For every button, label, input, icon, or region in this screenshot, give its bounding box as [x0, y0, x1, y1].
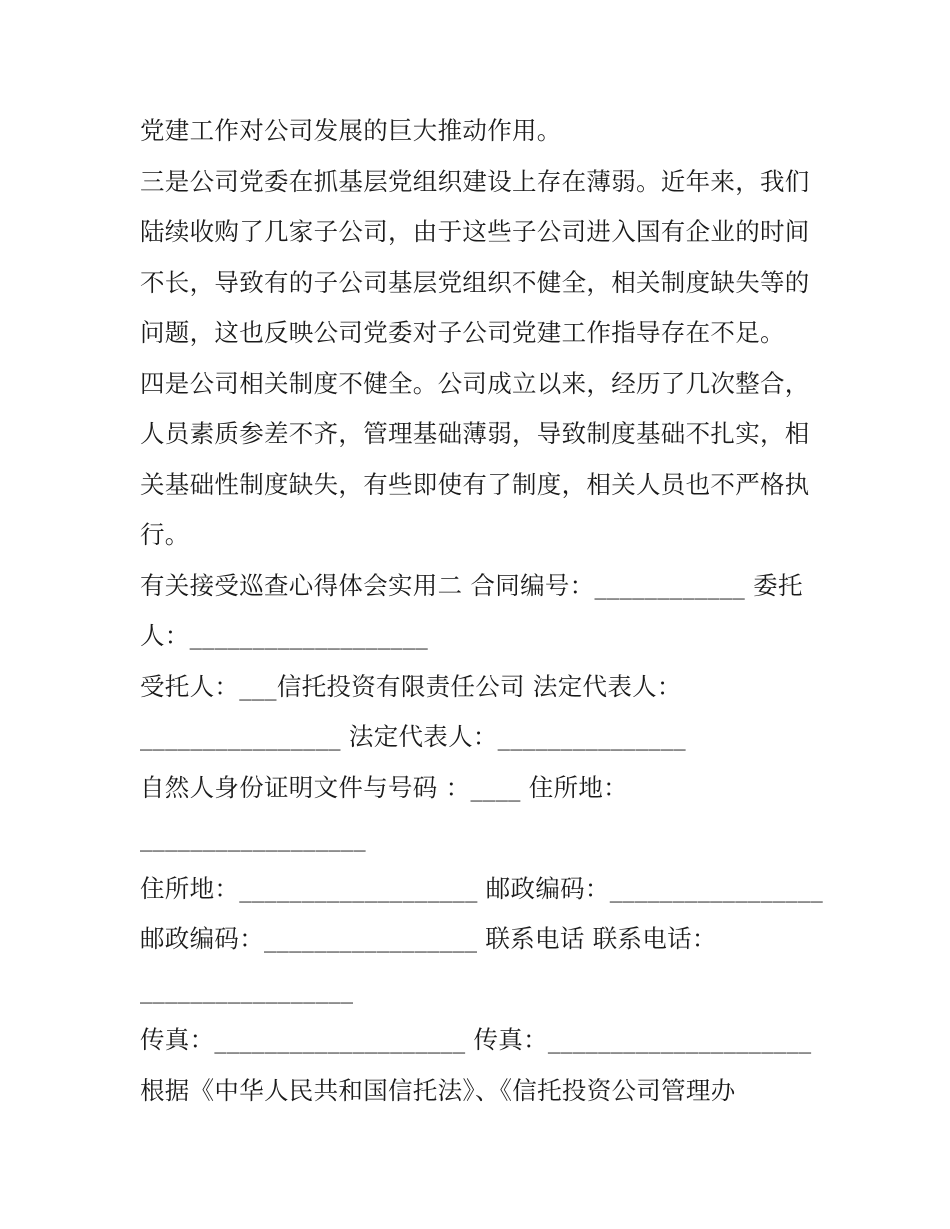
- postcode-phone-line: 邮政编码：_________________ 联系电话 联系电话：: [140, 924, 717, 953]
- contract-heading-line: 有关接受巡查心得体会实用二 合同编号：____________ 委托: [140, 570, 803, 600]
- address-blank-line: __________________: [140, 823, 366, 852]
- address-postcode-line: 住所地：___________________ 邮政编码：_________________: [140, 873, 824, 903]
- text-line: 党建工作对公司发展的巨大推动作用。: [140, 116, 562, 145]
- trustee-field-line: 受托人：___信托投资有限责任公司 法定代表人：: [140, 671, 682, 701]
- document-body: [140, 106, 824, 1116]
- phone-blank-line: _________________: [140, 974, 354, 1004]
- text-line: 三是公司党委在抓基层党组织建设上存在薄弱。近年来，我们: [140, 166, 810, 196]
- text-line: 关基础性制度缺失，有些即使有了制度，相关人员也不严格执: [140, 469, 810, 499]
- principal-field-line: 人：___________________: [140, 621, 429, 650]
- text-line: 四是公司相关制度不健全。公司成立以来，经历了几次整合，: [140, 368, 810, 398]
- text-line: 行。: [140, 520, 190, 549]
- id-document-line: 自然人身份证明文件与号码 ：____ 住所地：: [140, 772, 628, 802]
- text-line: 根据《中华人民共和国信托法》、《信托投资公司管理办: [140, 1075, 736, 1105]
- fax-line: 传真：____________________ 传真：_____________________: [140, 1025, 812, 1054]
- text-line: 不长，导致有的子公司基层党组织不健全，相关制度缺失等的: [140, 267, 810, 297]
- text-line: 问题，这也反映公司党委对子公司党建工作指导存在不足。: [140, 318, 785, 347]
- text-line: 人员素质参差不齐，管理基础薄弱，导致制度基础不扎实，相: [140, 419, 810, 448]
- text-line: 陆续收购了几家子公司，由于这些子公司进入国有企业的时间: [140, 217, 810, 246]
- legal-representative-line: ________________ 法定代表人：_______________: [140, 722, 686, 751]
